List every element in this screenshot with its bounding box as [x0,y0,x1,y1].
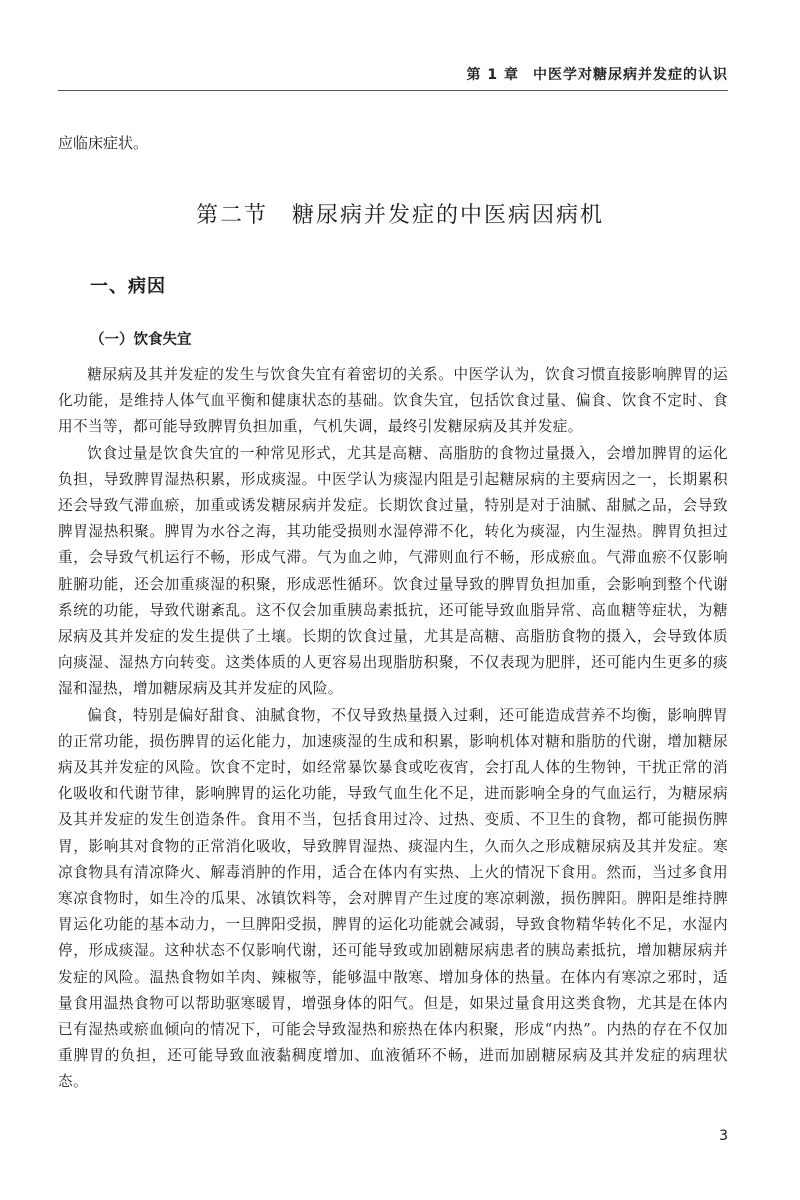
paragraph: 偏食，特别是偏好甜食、油腻食物，不仅导致热量摄入过剩，还可能造成营养不均衡，影响脾胃的正常功能，损伤脾胃的运化能力，加速痰湿的生成和积累，影响机体对糖和脂肪的代谢，增加糖尿病及其并发症的风险。饮食不定时，如经常暴饮暴食或吃夜宵，会打乱人体的生物钟，干扰正常的消化吸收和代谢节律，影响脾胃的运化功能，导致气血生化不足，进而影响全身的气血运行，为糖尿病及其并发症的发生创造条件。食用不当，包括食用过冷、过热、变质、不卫生的食物，都可能损伤脾胃，影响其对食物的正常消化吸收，导致脾胃湿热、痰湿内生，久而久之形成糖尿病及其并发症。寒凉食物具有清凉降火、解毒消肿的作用，适合在体内有实热、上火的情况下食用。然而，当过多食用寒凉食物时，如生冷的瓜果、冰镇饮料等，会对脾胃产生过度的寒凉刺激，损伤脾阳。脾阳是维持脾胃运化功能的基本动力，一旦脾阳受损，脾胃的运化功能就会减弱，导致食物精华转化不足，水湿内停，形成痰湿。这种状态不仅影响代谢，还可能导致或加剧糖尿病患者的胰岛素抵抗，增加糖尿病并发症的风险。温热食物如羊肉、辣椒等，能够温中散寒、增加身体的热量。在体内有寒凉之邪时，适量食用温热食物可以帮助驱寒暖胃，增强身体的阳气。但是，如果过量食用这类食物，尤其是在体内已有湿热或瘀血倾向的情况下，可能会导致湿热和瘀热在体内积聚，形成“内热”。内热的存在不仅加重脾胃的负担，还可能导致血液黏稠度增加、血液循环不畅，进而加剧糖尿病及其并发症的病理状态。 [58,706,728,1091]
body-text [58,362,728,1096]
page-number: 3 [719,1128,728,1144]
chapter-number: 第 1 章 [466,67,519,83]
paragraph: 饮食过量是饮食失宜的一种常见形式，尤其是高糖、高脂肪的食物过量摄入，会增加脾胃的运化负担，导致脾胃湿热积累，形成痰湿。中医学认为痰湿内阻是引起糖尿病的主要病因之一，长期累积还会导致气滞血瘀，加重或诱发糖尿病并发症。长期饮食过量，特别是对于油腻、甜腻之品，会导致脾胃湿热积聚。脾胃为水谷之海，其功能受损则水湿停滞不化，转化为痰湿，内生湿热。脾胃负担过重，会导致气机运行不畅，形成气滞。气为血之帅，气滞则血行不畅，形成瘀血。气滞血瘀不仅影响脏腑功能，还会加重痰湿的积聚，形成恶性循环。饮食过量导致的脾胃负担加重，会影响到整个代谢系统的功能，导致代谢紊乱。这不仅会加重胰岛素抵抗，还可能导致血脂异常、高血糖等症状，为糖尿病及其并发症的发生提供了土壤。长期的饮食过量，尤其是高糖、高脂肪食物的摄入，会导致体质向痰湿、湿热方向转变。这类体质的人更容易出现脂肪积聚，不仅表现为肥胖，还可能内生更多的痰湿和湿热，增加糖尿病及其并发症的风险。 [58,444,728,698]
section-number: 第二节 [195,203,268,228]
section-title [0,198,800,229]
continuation-text: 应临床症状。 [58,134,149,152]
running-header [467,64,729,84]
header-rule [58,90,728,91]
paragraph: 糖尿病及其并发症的发生与饮食失宜有着密切的关系。中医学认为，饮食习惯直接影响脾胃的运化功能，是维持人体气血平衡和健康状态的基础。饮食失宜，包括饮食过量、偏食、饮食不定时、食用不当等，都可能导致脾胃负担加重，气机失调，最终引发糖尿病及其并发症。 [58,366,728,436]
heading-diet-improper: （一）饮食失宜 [90,332,192,348]
chapter-title: 中医学对糖尿病并发症的认识 [533,67,728,83]
heading-causes: 一、病因 [90,276,166,297]
section-name: 糖尿病并发症的中医病因病机 [292,203,605,228]
